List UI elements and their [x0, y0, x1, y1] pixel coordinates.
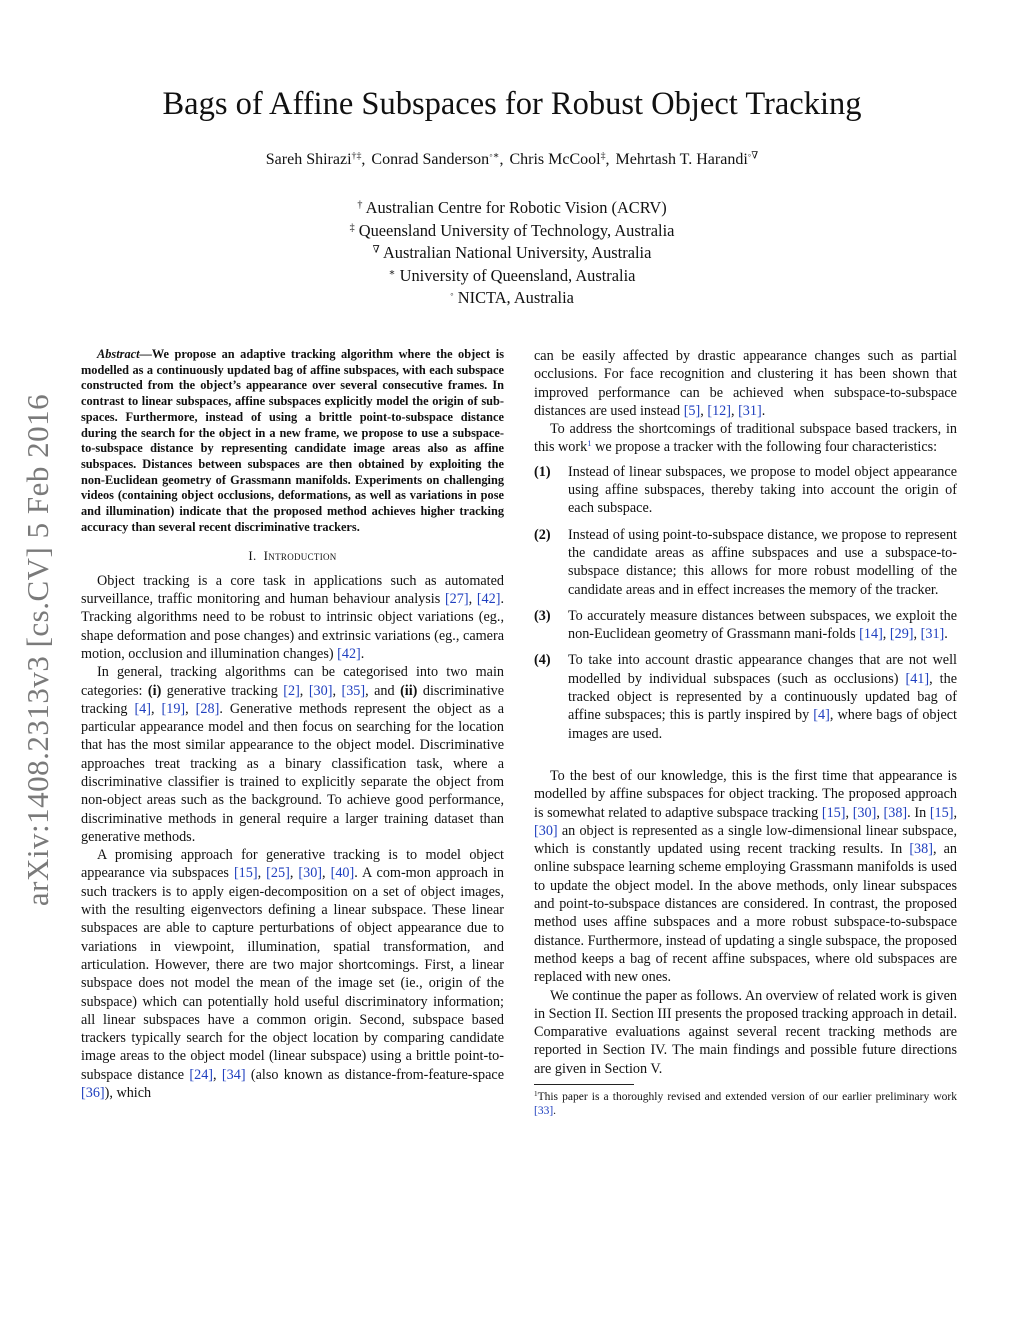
citation-link[interactable]: [38] — [883, 804, 908, 821]
citation-link[interactable]: [31] — [920, 626, 945, 643]
citation-link[interactable]: [24] — [189, 1066, 214, 1083]
address-paragraph: To address the shortcomings of traditional subspace based trackers, in this work$^1$ we propose a tracker with the following four characteristics: — [534, 421, 957, 456]
abstract: Abstract—We propose an adaptive tracking algorithm where the object is modelled as a continuously updated bag of affine subspaces, with each subspace constructed from the object’s appearance over several consecutive frames. In contrast to linear subspaces, affine subspaces explicitly model the origin of sub-spaces. Furthermore, instead of using a brittle point-to-subspace distance during the search for the object in a new frame, we propose to use a subspace-to-subspace distance by representing candidate image areas also as affine subspaces. Distances between subspaces are then obtained by exploiting the non-Euclidean geometry of Grassmann manifolds. Experiments on challenging videos (containing object occlusions, deformations, as well as variations in pose and illumination) indicate that the proposed method achieves higher tracking accuracy than several recent discriminative trackers. — [81, 347, 504, 534]
citation-link[interactable]: [30] — [298, 865, 323, 882]
affiliation: ∇ Australian National University, Australia — [372, 243, 652, 262]
affiliation: ‡ Queensland University of Technology, Australia — [349, 220, 675, 240]
affiliation: ◦ NICTA, Australia — [450, 288, 574, 307]
citation-link[interactable]: [29] — [889, 626, 914, 643]
citation-link[interactable]: [34] — [221, 1066, 246, 1083]
left-column — [81, 347, 504, 1102]
affiliation: † Australian Centre for Robotic Vision (ACRV) — [357, 198, 667, 217]
citation-link[interactable]: [15] — [233, 865, 258, 882]
citation-link[interactable]: [36] — [81, 1085, 105, 1102]
characteristics-list — [534, 463, 957, 743]
footnote: $^1$This paper is a thoroughly revised and extended version of our earlier preliminary work [33]. — [534, 1090, 957, 1117]
intro-paragraph-2: In general, tracking algorithms can be categorised into two main categories: (i) generative tracking [2], [30], [35], and (ii) discriminative tracking [4], [19], [28]. Generative methods represent the object as a particular appearance model and then focus on searching for the location that has the most similar appearance to the object model. Discriminative approaches treat tracking as a binary classification task, where a discriminative classifier is trained to explicitly separate the object from non-object areas such as the background. To achieve good performance, discriminative methods in general require a larger training dataset than generative methods. — [81, 664, 505, 845]
citation-link[interactable]: [4] — [813, 707, 830, 724]
outline-paragraph: We continue the paper as follows. An overview of related work is given in Section II. Section III presents the proposed tracking approach in detail. Comparative evaluations against several recent tracking methods are reported in Section IV. The main findings and possible future directions are given in Section V. — [534, 987, 957, 1077]
list-item: (1) Instead of linear subspaces, we propose to model object appearance using affine subspaces, thereby taking into account the origin of each subspace. — [534, 463, 957, 517]
best-knowledge-paragraph: To the best of our knowledge, this is the first time that appearance is modelled by affine subspaces for object tracking. The proposed approach is somewhat related to adaptive subspace tracking [15], [30], [38]. In [15], [30] an object is represented as a single low-dimensional linear subspace, which is constantly updated using recent tracking results. In [38], an online subspace learning scheme employing Grassmann manifolds is used to update the object model. In the above methods, only linear subspaces and point-to-subspace distances are considered. In contrast, the proposed method uses affine subspaces and a more robust subspace-to-subspace distance. Furthermore, instead of updating a single subspace, the proposed method keeps a bag of recent affine subspaces, where old subspaces are replaced with new ones. — [534, 767, 957, 986]
citation-link[interactable]: [15] — [821, 804, 846, 821]
affiliation: ∗ University of Queensland, Australia — [388, 265, 636, 285]
author-list — [0, 151, 1024, 169]
affiliation-list — [0, 197, 1024, 310]
author-4: Mehrtash T. Harandi◦∇ — [615, 150, 759, 168]
section-heading-introduction: I. Introduction — [248, 548, 337, 564]
citation-link[interactable]: [30] — [308, 682, 333, 699]
citation-link[interactable]: [28] — [195, 700, 220, 717]
citation-link[interactable]: [33] — [534, 1104, 554, 1117]
footnote-divider — [534, 1084, 634, 1085]
citation-link[interactable]: [25] — [266, 865, 290, 882]
citation-link[interactable]: [42] — [337, 645, 361, 662]
arxiv-side-stamp — [18, 370, 58, 930]
arxiv-identifier: arXiv:1408.2313v3 [cs.CV] 5 Feb 2016 — [20, 393, 55, 907]
citation-link[interactable]: [35] — [341, 682, 366, 699]
citation-link[interactable]: [30] — [534, 822, 558, 839]
list-item: (3) To accurately measure distances between subspaces, we exploit the non-Euclidean geometry of Grassmann mani-folds [14], [29], [31]. — [534, 607, 957, 643]
footnote-link[interactable]: 1 — [587, 438, 592, 449]
author-2: Conrad Sanderson◦∗, — [371, 150, 504, 168]
citation-link[interactable]: [5] — [683, 402, 701, 419]
citation-link[interactable]: [42] — [476, 591, 501, 608]
intro-paragraph-3: A promising approach for generative tracking is to model object appearance via subspaces [15], [25], [30], [40]. A com-mon approach in such trackers is to apply eigen-decomposition on a set of object images, with the resulting eigenvectors defining a linear subspace. These linear subspaces are able to capture perturbations of object appearance due to variations in viewpoint, illumination, spatial transformation, and articulation. However, there are two major shortcomings. First, a linear subspace does not model the mean of the image set (ie., origin of the subspace) which can potentially hold useful discriminatory information; all linear subspaces have a common origin. Second, subspace based trackers typically search for the object location by comparing candidate image areas to the object model (linear subspace) using a brittle point-to-subspace distance [24], [34] (also known as distance-from-feature-space [36]), which — [81, 847, 505, 1102]
paper-title: Bags of Affine Subspaces for Robust Object Tracking — [162, 86, 862, 122]
right-column — [534, 347, 957, 1118]
list-item: (2) Instead of using point-to-subspace distance, we propose to represent the candidate areas as affine subspaces and use a subspace-to-subspace distance; this allows for more robust modelling of the candidate areas and in effect increases the memory of the tracker. — [534, 526, 957, 598]
author-3: Chris McCool‡, — [509, 150, 610, 168]
citation-link[interactable]: [40] — [330, 865, 355, 882]
citation-link[interactable]: [4] — [134, 700, 151, 717]
continued-paragraph: can be easily affected by drastic appearance changes such as partial occlusions. For face recognition and clustering it has been shown that improved performance can be achieved when subspace-to-subspace distances are used instead [5], [12], [31]. — [534, 348, 957, 419]
intro-paragraph-1: Object tracking is a core task in applications such as automated surveillance, traffic monitoring and human behaviour analysis [27], [42]. Tracking algorithms need to be robust to intrinsic object variations (eg., shape deformation and pose changes) and extrinsic variations (eg., camera motion, occlusion and illumination changes) [42]. — [81, 572, 505, 662]
citation-link[interactable]: [14] — [859, 626, 883, 643]
citation-link[interactable]: [15] — [929, 804, 954, 821]
citation-link[interactable]: [41] — [905, 670, 930, 687]
list-item: (4) To take into account drastic appearance changes that are not well modelled by individual subspaces (such as occlusions) [41], the tracked object is represented by a continuously updated bag of affine subspaces; this is partly inspired by [4], where bags of object images are used. — [534, 652, 957, 742]
author-1: Sareh Shirazi†‡, — [265, 150, 366, 168]
citation-link[interactable]: [12] — [707, 402, 731, 419]
citation-link[interactable]: [2] — [283, 682, 300, 699]
citation-link[interactable]: [27] — [444, 591, 469, 608]
citation-link[interactable]: [30] — [852, 804, 877, 821]
citation-link[interactable]: [19] — [161, 700, 186, 717]
citation-link[interactable]: [31] — [738, 402, 762, 419]
citation-link[interactable]: [38] — [909, 841, 933, 858]
